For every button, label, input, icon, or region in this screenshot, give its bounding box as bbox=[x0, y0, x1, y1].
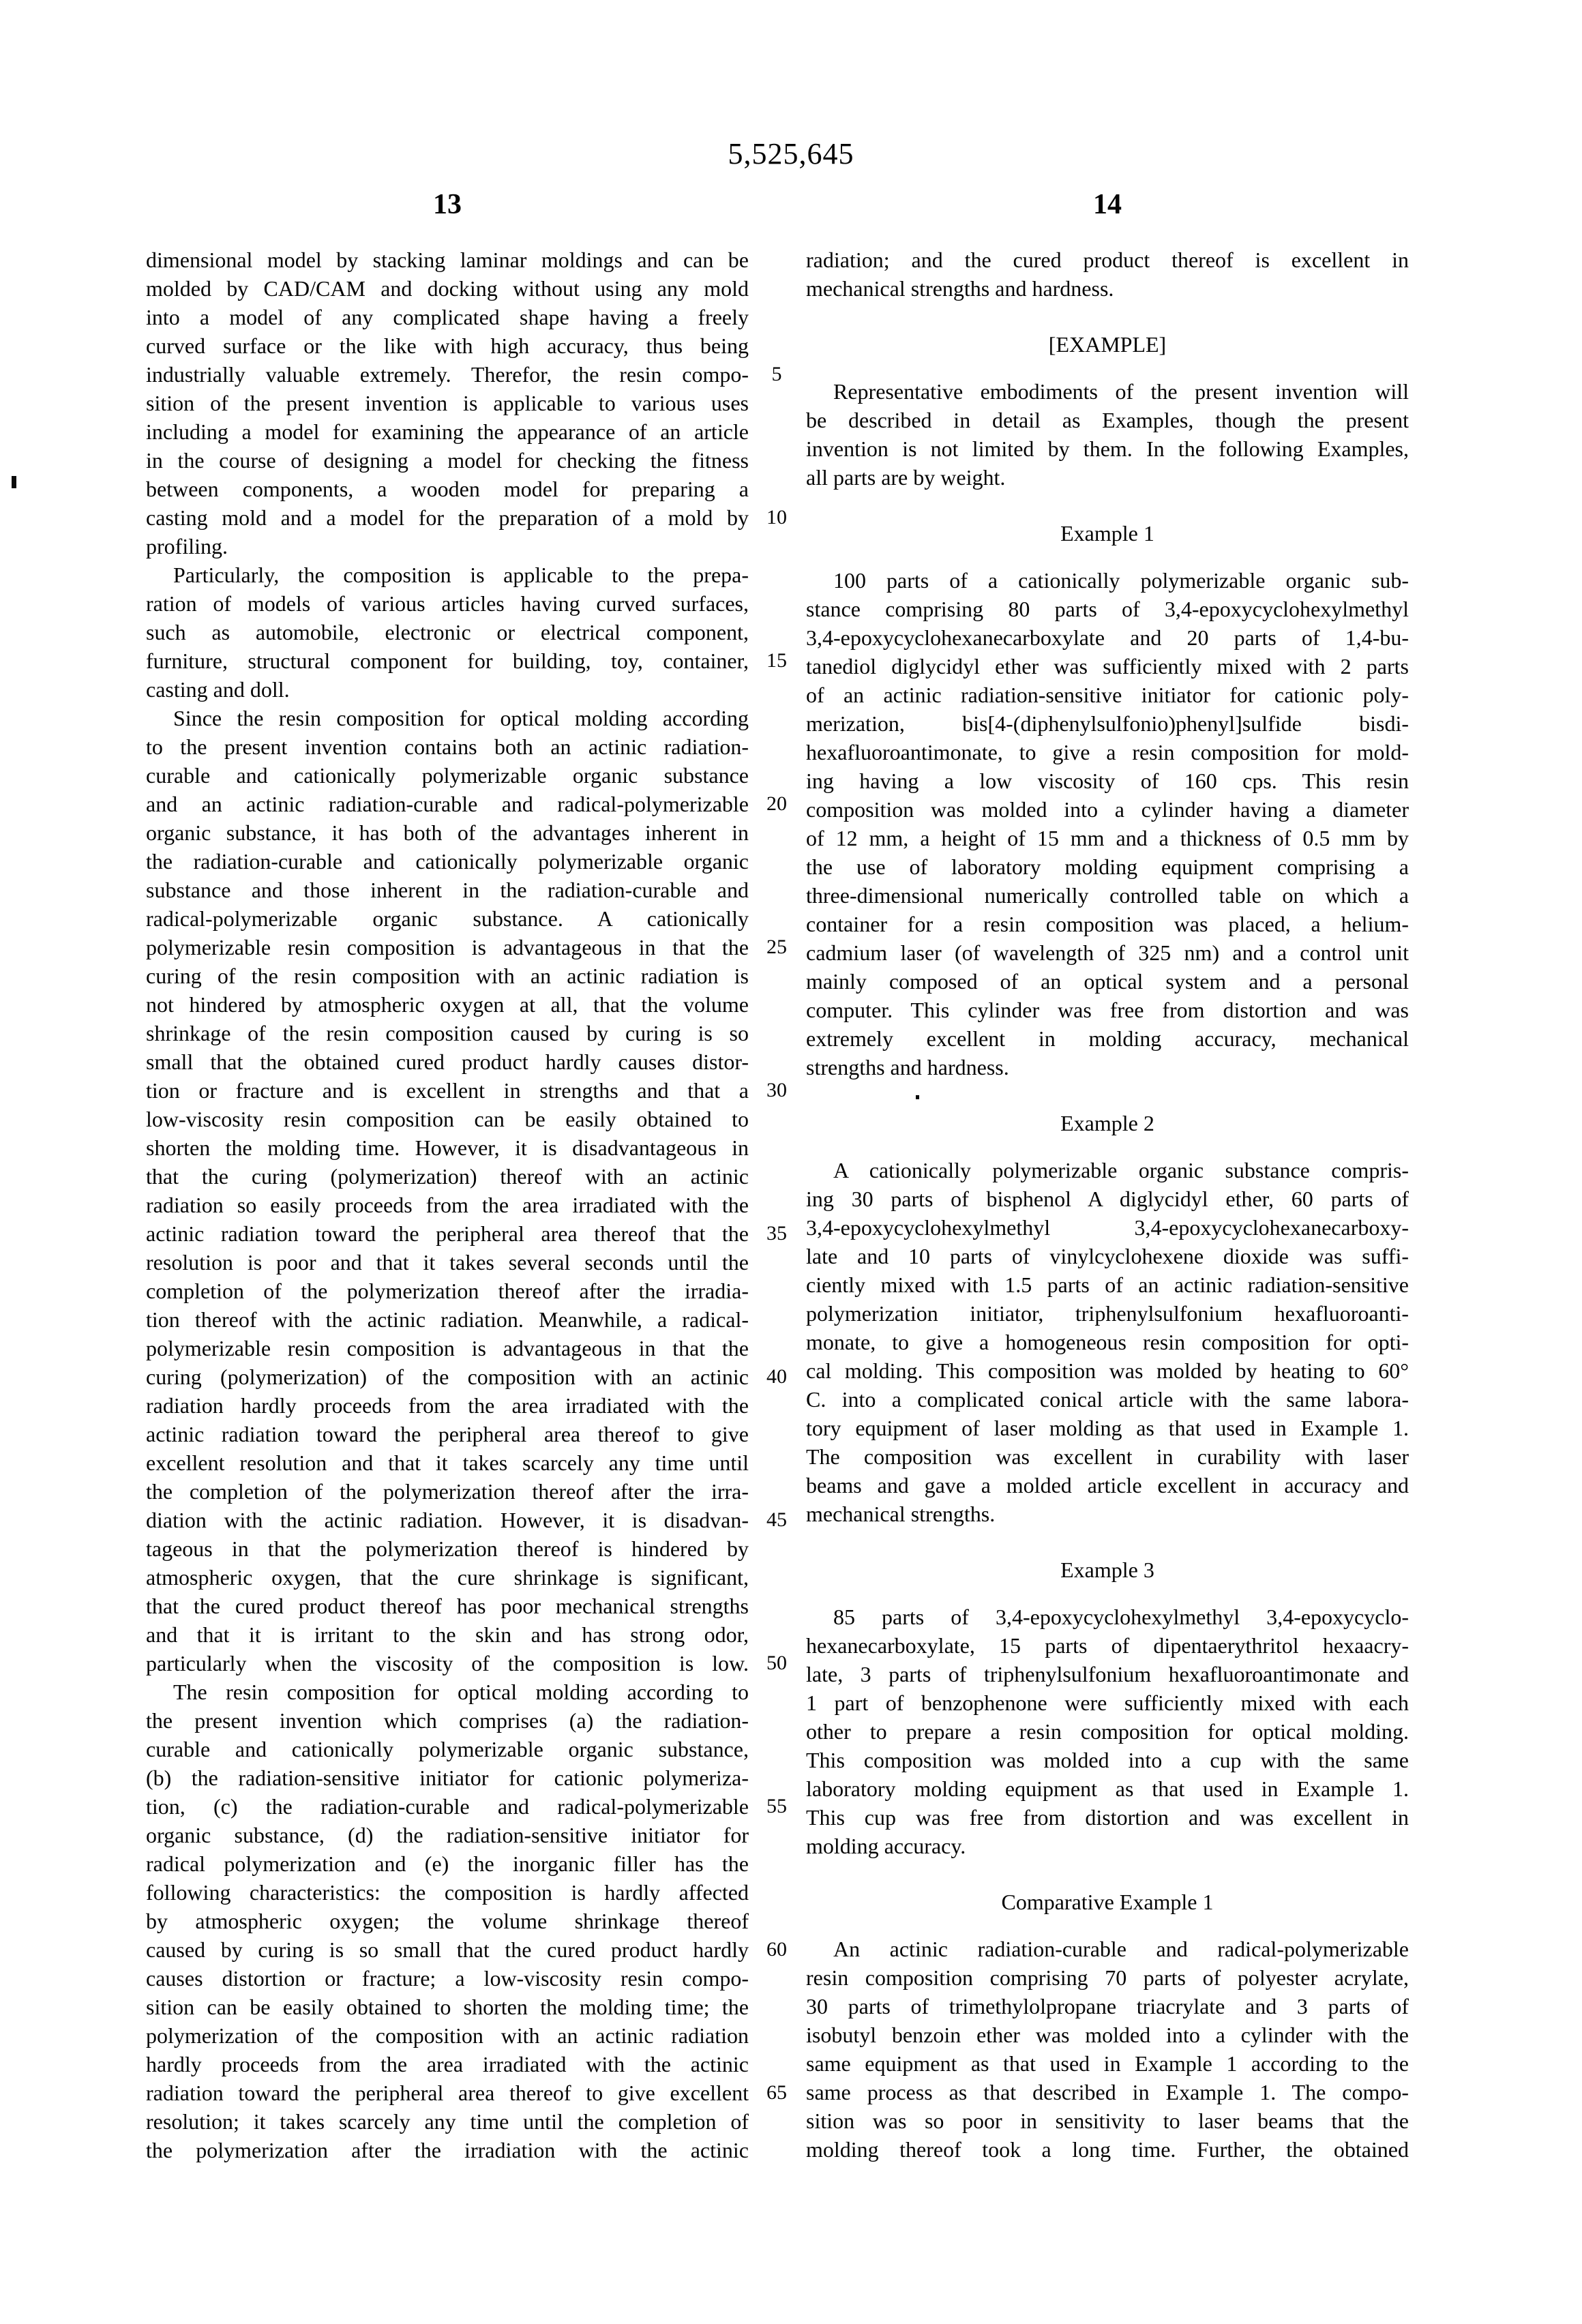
text-line: radiation toward the peripheral area thereof to give excellent bbox=[146, 2081, 749, 2105]
text-line: the radiation-curable and cationically polymerizable organic bbox=[146, 849, 749, 874]
line-number: 40 bbox=[766, 1365, 787, 1388]
text-line: excellent resolution and that it takes scarcely any time until bbox=[146, 1450, 749, 1475]
text-line: hardly proceeds from the area irradiated with the actinic bbox=[146, 2052, 749, 2076]
text-line: low-viscosity resin composition can be easily obtained to bbox=[146, 1107, 749, 1131]
line-number: 5 bbox=[771, 363, 782, 385]
text-line: the use of laboratory molding equipment comprising a bbox=[806, 854, 1409, 879]
text-line: and an actinic radiation-curable and radical-polymerizable bbox=[146, 792, 749, 816]
text-line: diation with the actinic radiation. However, it is disadvan- bbox=[146, 1508, 749, 1532]
text-line: between components, a wooden model for preparing a bbox=[146, 477, 749, 501]
text-line: tageous in that the polymerization thereof is hindered by bbox=[146, 1536, 749, 1561]
text-line: tory equipment of laser molding as that used in Example 1. bbox=[806, 1416, 1409, 1440]
text-line: laboratory molding equipment as that used in Example 1. bbox=[806, 1776, 1409, 1801]
text-line: radical-polymerizable organic substance. A cationically bbox=[146, 906, 749, 931]
text-line: radiation hardly proceeds from the area irradiated with the bbox=[146, 1393, 749, 1418]
text-line: the completion of the polymerization thereof after the irra- bbox=[146, 1479, 749, 1504]
line-number: 25 bbox=[766, 936, 787, 958]
text-line: actinic radiation toward the peripheral area thereof to give bbox=[146, 1422, 749, 1446]
text-line: Representative embodiments of the present invention will bbox=[833, 379, 1409, 404]
text-line: of an actinic radiation-sensitive initiator for cationic poly- bbox=[806, 683, 1409, 707]
text-line: organic substance, (d) the radiation-sensitive initiator for bbox=[146, 1823, 749, 1847]
text-line: monate, to give a homogeneous resin composition for opti- bbox=[806, 1330, 1409, 1354]
text-line: the present invention which comprises (a) the radiation- bbox=[146, 1708, 749, 1733]
text-line: shrinkage of the resin composition caused by curing is so bbox=[146, 1021, 749, 1045]
text-line: beams and gave a molded article excellent in accuracy and bbox=[806, 1473, 1409, 1498]
text-line: not hindered by atmospheric oxygen at all, that the volume bbox=[146, 992, 749, 1017]
line-number: 45 bbox=[766, 1508, 787, 1531]
text-line: curing of the resin composition with an actinic radiation is bbox=[146, 964, 749, 988]
text-line: merization, bis[4-(diphenylsulfonio)phenyl]sulfide bisdi- bbox=[806, 711, 1409, 736]
text-line: stance comprising 80 parts of 3,4-epoxycyclohexylmethyl bbox=[806, 597, 1409, 621]
section-heading: Example 3 bbox=[1060, 1558, 1154, 1582]
section-heading: Example 1 bbox=[1060, 521, 1154, 546]
text-line: polymerization initiator, triphenylsulfonium hexafluoroanti- bbox=[806, 1301, 1409, 1326]
line-number: 60 bbox=[766, 1938, 787, 1961]
line-number: 50 bbox=[766, 1652, 787, 1674]
text-line: caused by curing is so small that the cured product hardly bbox=[146, 1937, 749, 1962]
text-line: same process as that described in Example 1. The compo- bbox=[806, 2080, 1409, 2104]
text-line: 3,4-epoxycyclohexanecarboxylate and 20 parts of 1,4-bu- bbox=[806, 625, 1409, 650]
text-line: curing (polymerization) of the composition with an actinic bbox=[146, 1365, 749, 1389]
text-line: hexafluoroantimonate, to give a resin composition for mold- bbox=[806, 740, 1409, 764]
line-number: 15 bbox=[766, 649, 787, 672]
text-line: profiling. bbox=[146, 534, 228, 558]
text-line: The resin composition for optical molding according to bbox=[173, 1680, 749, 1704]
text-line: the polymerization after the irradiation with the actinic bbox=[146, 2138, 749, 2162]
text-line: atmospheric oxygen, that the cure shrinkage is significant, bbox=[146, 1565, 749, 1590]
text-line: extremely excellent in molding accuracy, mechanical bbox=[806, 1026, 1409, 1051]
text-line: resolution; it takes scarcely any time until the completion of bbox=[146, 2109, 749, 2134]
text-line: radiation so easily proceeds from the area irradiated with the bbox=[146, 1193, 749, 1217]
text-line: radiation; and the cured product thereof is excellent in bbox=[806, 248, 1409, 272]
text-line: molding thereof took a long time. Further, the obtained bbox=[806, 2137, 1409, 2162]
text-line: small that the obtained cured product hardly causes distor- bbox=[146, 1049, 749, 1074]
line-number: 30 bbox=[766, 1079, 787, 1101]
text-line: sition of the present invention is applicable to various uses bbox=[146, 391, 749, 415]
text-line: shorten the molding time. However, it is disadvantageous in bbox=[146, 1135, 749, 1160]
text-line: curable and cationically polymerizable organic substance, bbox=[146, 1737, 749, 1761]
text-line: invention is not limited by them. In the following Examples, bbox=[806, 436, 1409, 461]
text-line: molding accuracy. bbox=[806, 1834, 966, 1858]
text-line: This composition was molded into a cup with the same bbox=[806, 1748, 1409, 1772]
text-line: causes distortion or fracture; a low-viscosity resin compo- bbox=[146, 1966, 749, 1991]
text-line: ciently mixed with 1.5 parts of an actinic radiation-sensitive bbox=[806, 1272, 1409, 1297]
text-line: to the present invention contains both an actinic radiation- bbox=[146, 734, 749, 759]
text-line: casting and doll. bbox=[146, 677, 290, 702]
text-line: mechanical strengths and hardness. bbox=[806, 276, 1114, 301]
text-line: molded by CAD/CAM and docking without using any mold bbox=[146, 276, 749, 301]
text-line: casting mold and a model for the preparation of a mold by bbox=[146, 505, 749, 530]
section-heading: [EXAMPLE] bbox=[1048, 332, 1167, 357]
text-line: substance and those inherent in the radiation-curable and bbox=[146, 878, 749, 902]
text-line: C. into a complicated conical article with the same labora- bbox=[806, 1387, 1409, 1412]
text-line: strengths and hardness. bbox=[806, 1055, 1009, 1079]
text-line: be described in detail as Examples, though the present bbox=[806, 408, 1409, 432]
text-line: The composition was excellent in curability with laser bbox=[806, 1444, 1409, 1469]
text-line: 100 parts of a cationically polymerizable organic sub- bbox=[833, 568, 1409, 593]
text-line: other to prepare a resin composition for optical molding. bbox=[806, 1719, 1409, 1744]
text-line: such as automobile, electronic or electrical component, bbox=[146, 620, 749, 644]
text-line: A cationically polymerizable organic substance compris- bbox=[833, 1158, 1409, 1182]
text-line: that the curing (polymerization) thereof with an actinic bbox=[146, 1164, 749, 1189]
right-column-page-number: 14 bbox=[1093, 189, 1122, 220]
text-line: polymerizable resin composition is advantageous in that the bbox=[146, 935, 749, 959]
text-line: tion thereof with the actinic radiation. Meanwhile, a radical- bbox=[146, 1307, 749, 1332]
text-line: Particularly, the composition is applicable to the prepa- bbox=[173, 563, 749, 587]
right-text-column bbox=[806, 245, 1409, 2164]
text-line: late and 10 parts of vinylcyclohexene dioxide was suffi- bbox=[806, 1244, 1409, 1268]
text-line: actinic radiation toward the peripheral area thereof that the bbox=[146, 1221, 749, 1246]
text-line: mechanical strengths. bbox=[806, 1502, 996, 1526]
text-line: same equipment as that used in Example 1 according to the bbox=[806, 2051, 1409, 2076]
line-number: 10 bbox=[766, 506, 787, 528]
text-line: ration of models of various articles having curved surfaces, bbox=[146, 591, 749, 616]
text-line: dimensional model by stacking laminar moldings and can be bbox=[146, 248, 749, 272]
text-line: in the course of designing a model for checking the fitness bbox=[146, 448, 749, 473]
text-line: sition can be easily obtained to shorten the molding time; the bbox=[146, 1995, 749, 2019]
text-line: industrially valuable extremely. Therefor, the resin compo- bbox=[146, 362, 749, 387]
text-line: This cup was free from distortion and was excellent in bbox=[806, 1805, 1409, 1830]
text-line: furniture, structural component for building, toy, container, bbox=[146, 649, 749, 673]
section-heading: Comparative Example 1 bbox=[1001, 1890, 1214, 1914]
text-line: resin composition comprising 70 parts of polyester acrylate, bbox=[806, 1965, 1409, 1990]
text-line: resolution is poor and that it takes several seconds until the bbox=[146, 1250, 749, 1275]
left-text-column bbox=[146, 245, 749, 2164]
scan-artifact bbox=[916, 1095, 919, 1099]
text-line: sition was so poor in sensitivity to laser beams that the bbox=[806, 2109, 1409, 2133]
text-line: polymerizable resin composition is advantageous in that the bbox=[146, 1336, 749, 1360]
text-line: late, 3 parts of triphenylsulfonium hexafluoroantimonate and bbox=[806, 1662, 1409, 1686]
text-line: all parts are by weight. bbox=[806, 465, 1006, 490]
line-number: 20 bbox=[766, 792, 787, 815]
left-column-page-number: 13 bbox=[433, 189, 462, 220]
text-line: curable and cationically polymerizable organic substance bbox=[146, 763, 749, 788]
text-line: (b) the radiation-sensitive initiator for cationic polymeriza- bbox=[146, 1766, 749, 1790]
text-line: ing having a low viscosity of 160 cps. This resin bbox=[806, 769, 1409, 793]
text-line: composition was molded into a cylinder having a diameter bbox=[806, 797, 1409, 822]
text-line: tion or fracture and is excellent in strengths and that a bbox=[146, 1078, 749, 1103]
text-line: completion of the polymerization thereof after the irradia- bbox=[146, 1279, 749, 1303]
text-line: cadmium laser (of wavelength of 325 nm) and a control unit bbox=[806, 940, 1409, 965]
text-line: container for a resin composition was placed, a helium- bbox=[806, 912, 1409, 936]
text-line: three-dimensional numerically controlled table on which a bbox=[806, 883, 1409, 908]
text-line: mainly composed of an optical system and a personal bbox=[806, 969, 1409, 994]
text-line: particularly when the viscosity of the composition is low. bbox=[146, 1651, 749, 1675]
text-line: hexanecarboxylate, 15 parts of dipentaerythritol hexaacry- bbox=[806, 1633, 1409, 1658]
text-line: computer. This cylinder was free from distortion and was bbox=[806, 998, 1409, 1022]
text-line: 30 parts of trimethylolpropane triacrylate and 3 parts of bbox=[806, 1994, 1409, 2018]
text-line: of 12 mm, a height of 15 mm and a thickness of 0.5 mm by bbox=[806, 826, 1409, 850]
text-line: organic substance, it has both of the advantages inherent in bbox=[146, 820, 749, 845]
text-line: Since the resin composition for optical molding according bbox=[173, 706, 749, 730]
text-line: following characteristics: the composition is hardly affected bbox=[146, 1880, 749, 1905]
text-line: An actinic radiation-curable and radical-polymerizable bbox=[833, 1937, 1409, 1961]
text-line: 85 parts of 3,4-epoxycyclohexylmethyl 3,4-epoxycyclo- bbox=[833, 1605, 1409, 1629]
text-line: that the cured product thereof has poor mechanical strengths bbox=[146, 1594, 749, 1618]
text-line: tion, (c) the radiation-curable and radical-polymerizable bbox=[146, 1794, 749, 1819]
text-line: isobutyl benzoin ether was molded into a cylinder with the bbox=[806, 2023, 1409, 2047]
text-line: 3,4-epoxycyclohexylmethyl 3,4-epoxycyclohexanecarboxy- bbox=[806, 1215, 1409, 1240]
scan-artifact bbox=[12, 476, 16, 488]
text-line: curved surface or the like with high accuracy, thus being bbox=[146, 333, 749, 358]
text-line: by atmospheric oxygen; the volume shrinkage thereof bbox=[146, 1909, 749, 1933]
text-line: cal molding. This composition was molded by heating to 60° bbox=[806, 1358, 1409, 1383]
text-line: into a model of any complicated shape having a freely bbox=[146, 305, 749, 329]
section-heading: Example 2 bbox=[1060, 1111, 1154, 1135]
line-number: 35 bbox=[766, 1222, 787, 1245]
text-line: tanediol diglycidyl ether was sufficiently mixed with 2 parts bbox=[806, 654, 1409, 679]
text-line: radical polymerization and (e) the inorganic filler has the bbox=[146, 1851, 749, 1876]
text-line: polymerization of the composition with an actinic radiation bbox=[146, 2023, 749, 2048]
line-number: 55 bbox=[766, 1795, 787, 1817]
text-line: and that it is irritant to the skin and has strong odor, bbox=[146, 1622, 749, 1647]
text-line: including a model for examining the appearance of an article bbox=[146, 419, 749, 444]
text-line: ing 30 parts of bisphenol A diglycidyl ether, 60 parts of bbox=[806, 1187, 1409, 1211]
line-number: 65 bbox=[766, 2081, 787, 2104]
text-line: 1 part of benzophenone were sufficiently mixed with each bbox=[806, 1690, 1409, 1715]
patent-number: 5,525,645 bbox=[728, 137, 854, 170]
